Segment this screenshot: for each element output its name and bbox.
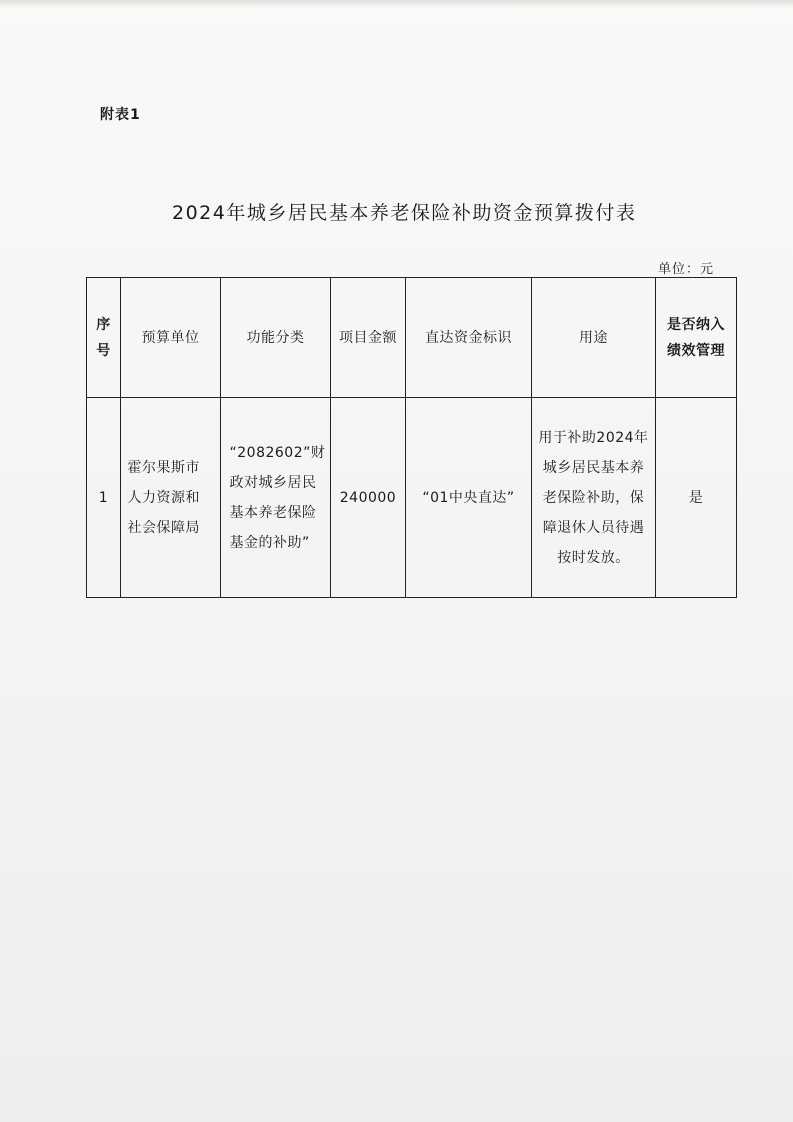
header-performance: 是否纳入绩效管理 [656,278,737,398]
cell-unit: 霍尔果斯市人力资源和社会保障局 [121,398,221,598]
cell-direct: “01中央直达” [406,398,532,598]
header-purpose: 用途 [532,278,656,398]
header-unit: 预算单位 [121,278,221,398]
cell-amount: 240000 [331,398,406,598]
cell-seq: 1 [87,398,121,598]
scan-edge [0,0,793,8]
table-row [87,398,737,598]
document-title: 2024年城乡居民基本养老保险补助资金预算拨付表 [172,202,637,224]
header-seq: 序号 [87,278,121,398]
attachment-label: 附表1 [100,107,141,123]
budget-table [86,277,737,598]
cell-performance: 是 [656,398,737,598]
table-header-row [87,278,737,398]
cell-purpose: 用于补助2024年城乡居民基本养老保险补助，保障退休人员待遇按时发放。 [532,398,656,598]
unit-label: 单位：元 [658,262,715,277]
header-amount: 项目金额 [331,278,406,398]
cell-function: “2082602”财政对城乡居民基本养老保险基金的补助” [221,398,331,598]
header-function: 功能分类 [221,278,331,398]
header-direct: 直达资金标识 [406,278,532,398]
